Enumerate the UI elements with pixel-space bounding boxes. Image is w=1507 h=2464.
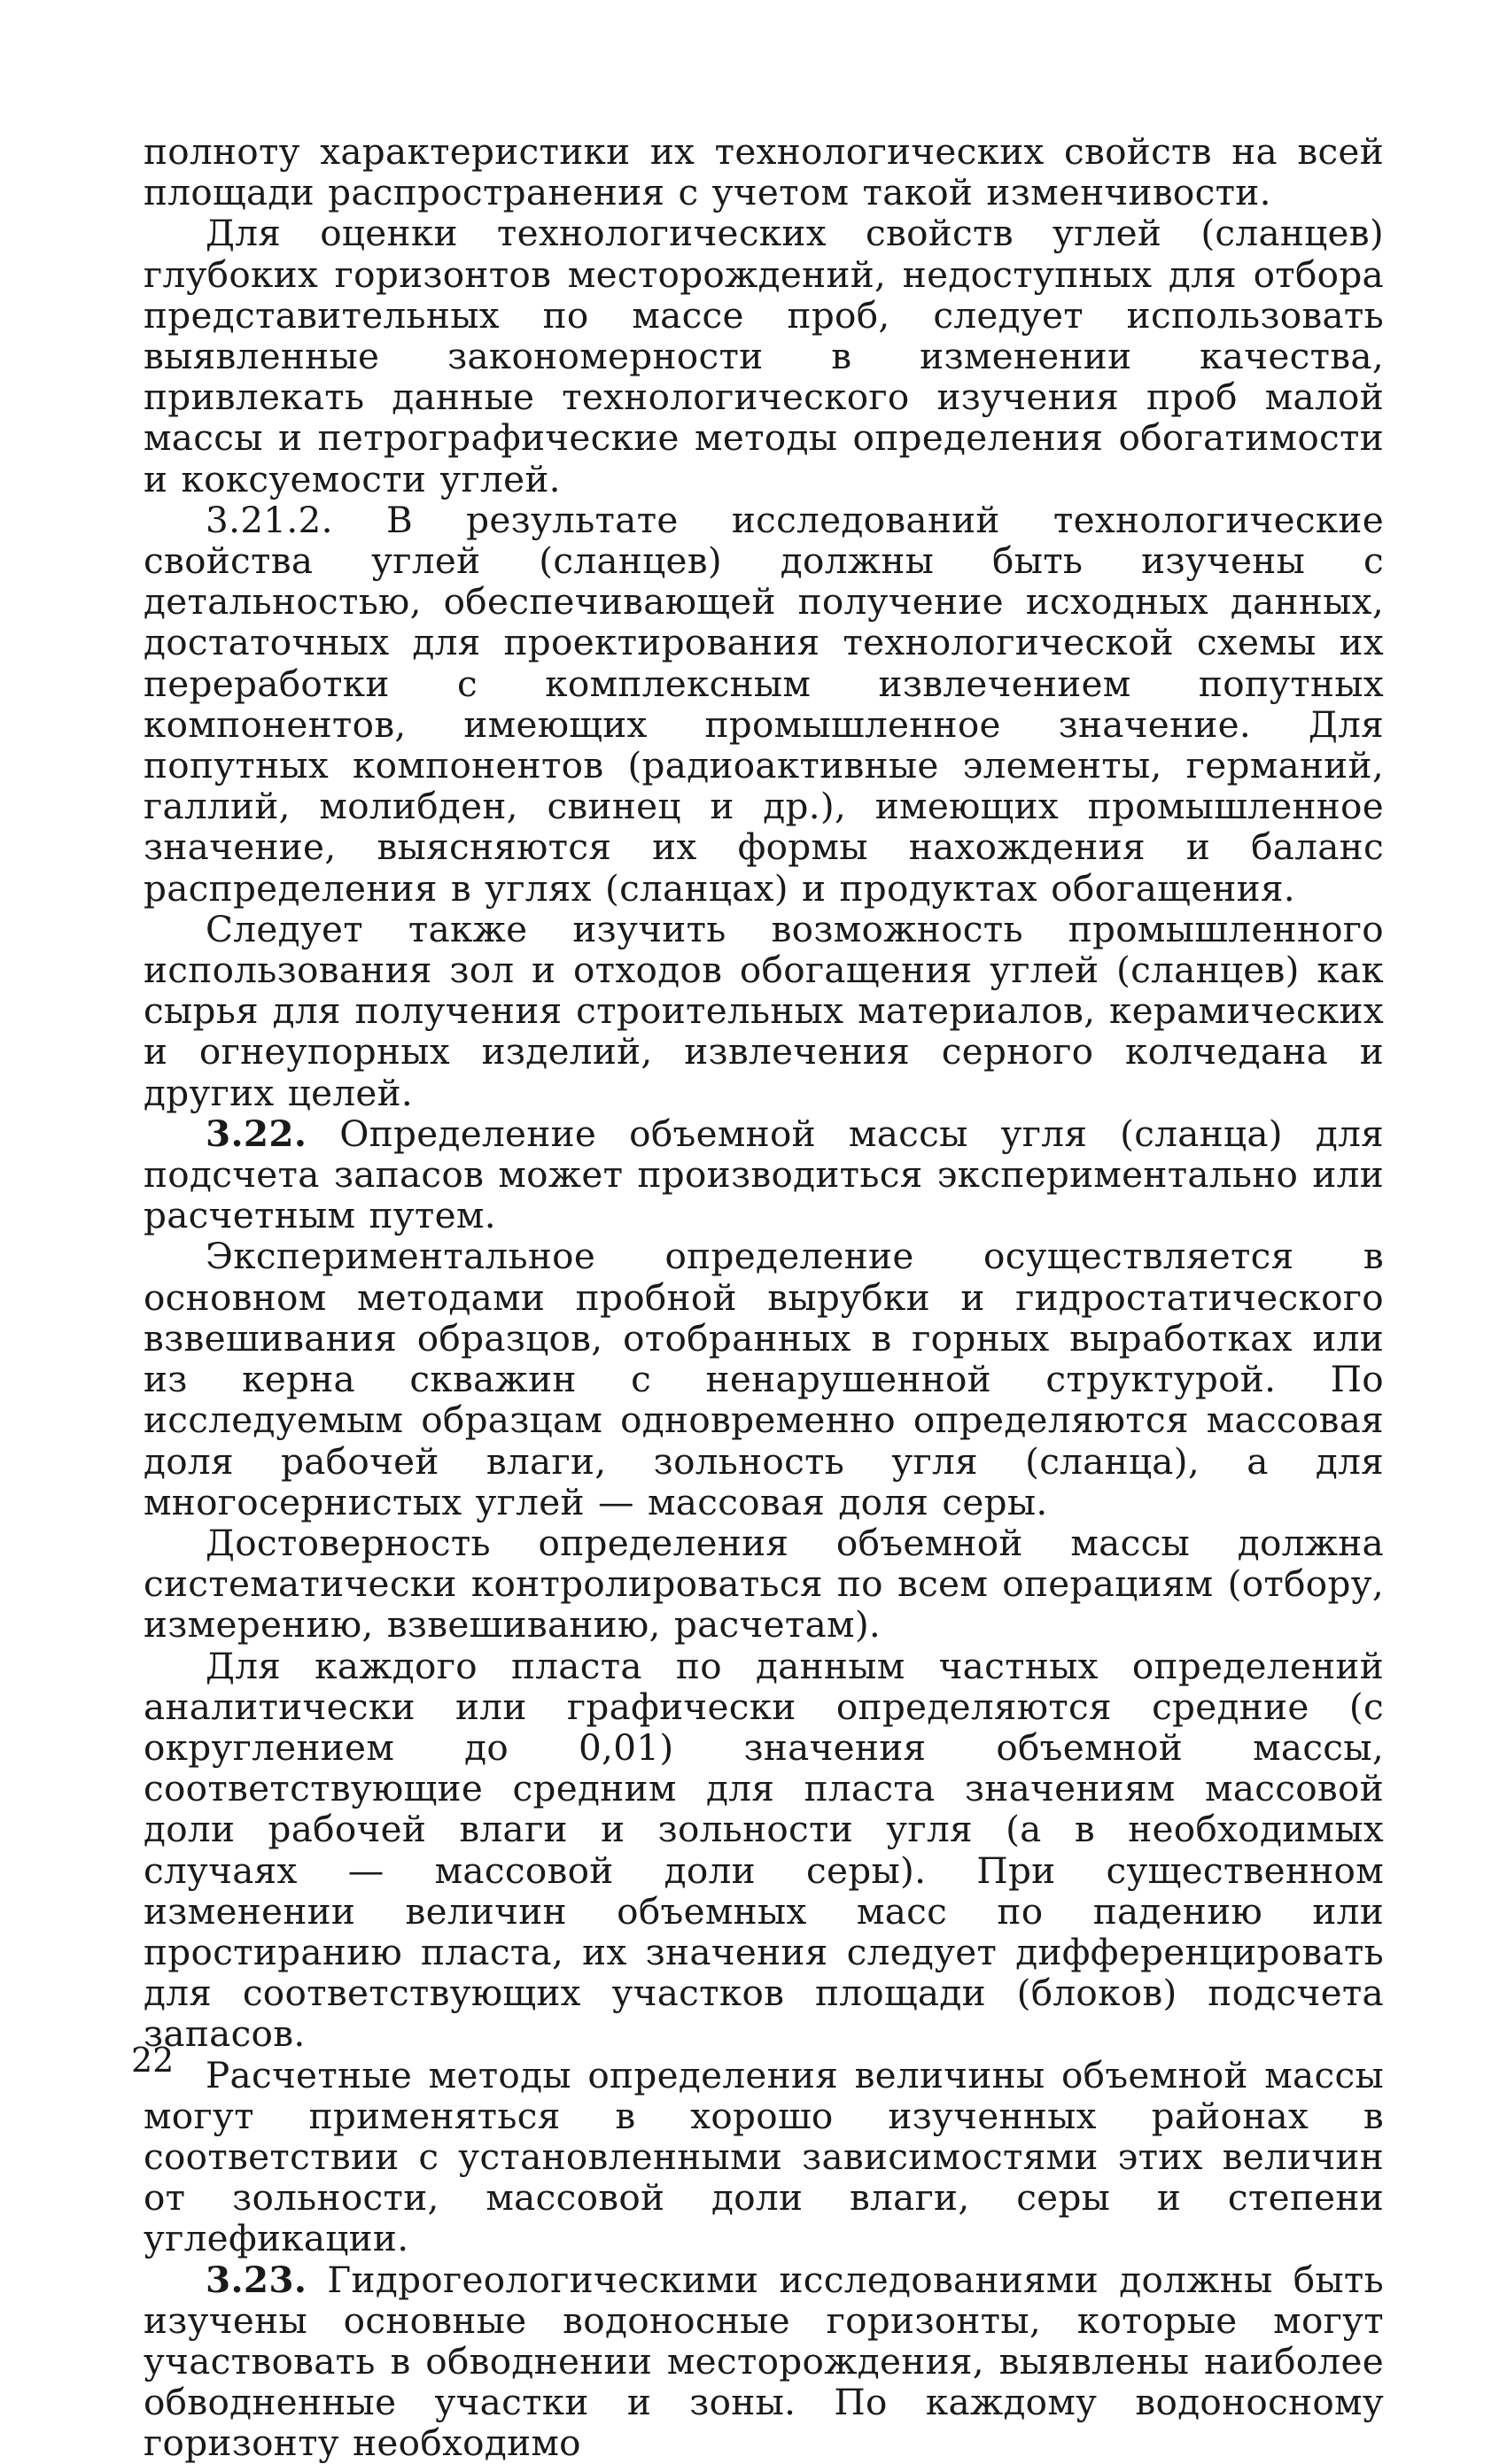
section-number-3-23: 3.23. — [206, 2258, 307, 2301]
paragraph-2-text: Для оценки технологических свойств углей (сланцев) глубоких горизонтов месторождений, недоступных для отбора представительных по массе проб, следует использовать выявленные закономерности в изменении качества, привлекать данные технологического изучения проб малой массы и петрографические методы определения обогатимости и коксуемости углей. — [144, 212, 1384, 500]
paragraph-2 — [144, 213, 1384, 499]
paragraph-5 — [144, 1113, 1384, 1236]
paragraph-1-text: полноту характеристики их технологических свойств на всей площади распространения с учетом такой изменчивости. — [144, 130, 1384, 214]
page-number: 22 — [131, 2041, 175, 2080]
paragraph-10 — [144, 2259, 1384, 2464]
paragraph-6-text: Экспериментальное определение осуществляется в основном методами пробной вырубки и гидростатического взвешивания образцов, отобранных в горных выработках или из керна скважин с ненарушенной структурой. По исследуемым образцам одновременно определяются массовая доля рабочей влаги, зольность угля (сланца), а для многосернистых углей — массовая доля серы. — [144, 1235, 1384, 1523]
paragraph-6 — [144, 1236, 1384, 1522]
paragraph-4-text: Следует также изучить возможность промышленного использования зол и отходов обогащения углей (сланцев) как сырья для получения строительных материалов, керамических и огнеупорных изделий, извлечения серного колчедана и других целей. — [144, 907, 1384, 1114]
paragraph-9 — [144, 2055, 1384, 2259]
paragraph-9-text: Расчетные методы определения величины объемной массы могут применяться в хорошо изученных районах в соответствии с установленными зависимостями этих величин от зольности, массовой доли влаги, серы и степени углефикации. — [144, 2053, 1384, 2260]
paragraph-4 — [144, 909, 1384, 1113]
paragraph-8-text: Для каждого пласта по данным частных определений аналитически или графически определяются средние (с округлением до 0,01) значения объемной массы, соответствующие средним для пласта значениям массовой доли рабочей влаги и зольности угля (а в необходимых случаях — массовой доли серы). При существенном изменении величин объемных масс по падению или простиранию пласта, их значения следует дифференцировать для соответствующих участков площади (блоков) подсчета запасов. — [144, 1644, 1384, 2056]
section-number-3-22: 3.22. — [206, 1112, 307, 1155]
paragraph-1 — [144, 131, 1384, 213]
paragraph-5-text: Определение объемной массы угля (сланца) для подсчета запасов может производиться экспериментально или расчетным путем. — [144, 1112, 1384, 1237]
paragraph-3 — [144, 500, 1384, 909]
page-text-block — [144, 131, 1384, 2464]
paragraph-7 — [144, 1523, 1384, 1646]
paragraph-10-text: Гидрогеологическими исследованиями должны быть изучены основные водоносные горизонты, которые могут участвовать в обводнении месторождения, выявлены наиболее обводненные участки и зоны. По каждому водоносному горизонту необходимо — [144, 2258, 1384, 2464]
paragraph-7-text: Достоверность определения объемной массы должна систематически контролироваться по всем операциям (отбору, измерению, взвешиванию, расчетам). — [144, 1521, 1384, 1647]
paragraph-3-text: 3.21.2. В результате исследований технологические свойства углей (сланцев) должны быть изучены с детальностью, обеспечивающей получение исходных данных, достаточных для проектирования технологической схемы их переработки с комплексным извлечением попутных компонентов, имеющих промышленное значение. Для попутных компонентов (радиоактивные элементы, германий, галлий, молибден, свинец и др.), имеющих промышленное значение, выясняются их формы нахождения и баланс распределения в углях (сланцах) и продуктах обогащения. — [144, 498, 1384, 910]
paragraph-8 — [144, 1646, 1384, 2055]
